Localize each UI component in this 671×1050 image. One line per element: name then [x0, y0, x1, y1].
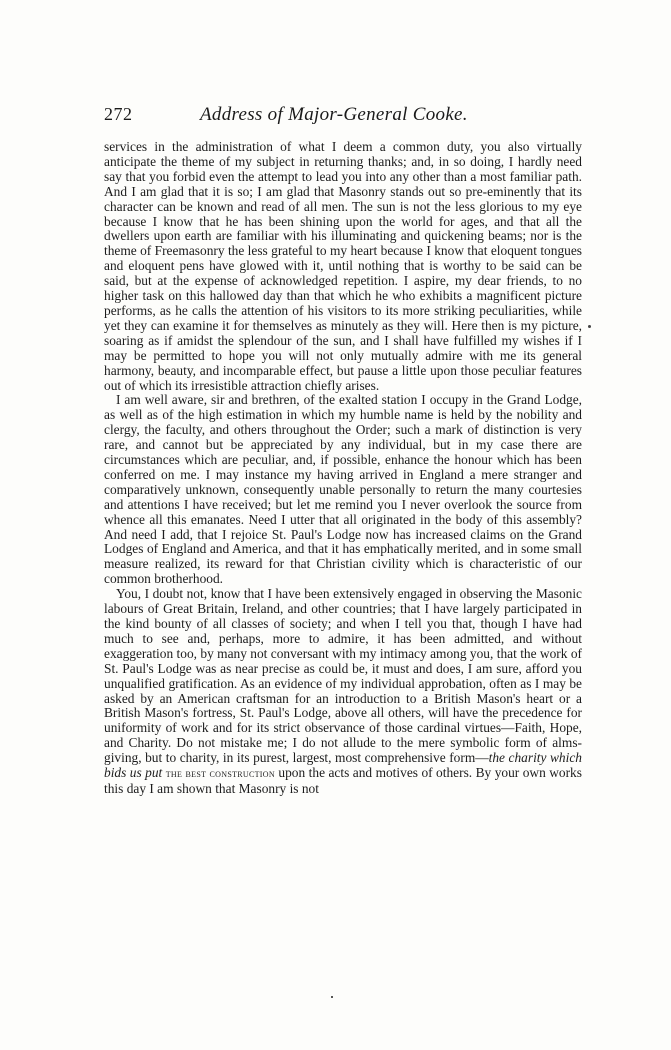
- paragraph-2: I am well aware, sir and brethren, of the exalted station I occupy in the Grand Lodge, as well as of the high estimation in which my humble name is held by the nobility and clergy, the faculty, and others throughout the Order; such a mark of distinction is very rare, and cannot but be appreciated by any individual, but in my case there are circumstances which are peculiar, and, if possible, enhance the honour which has been conferred on me. I may instance my having arrived in England a mere stranger and comparatively unknown, consequently unable personally to return the many courtesies and attentions I have received; but let me remind you I never overlook the source from whence all this emanates. Need I utter that all originated in the body of this assembly? And need I add, that I rejoice St. Paul's Lodge now has increased claims on the Grand Lodges of England and America, and that it has emphatically merited, and in some small measure realized, its reward for that Christian civility which is characteristic of our common brotherhood.: [104, 392, 582, 587]
- paragraph-1: services in the administration of what I deem a common duty, you also virtually anticipate the theme of my subject in returning thanks; and, in so doing, I hardly need say that you forbid even the attempt to lead you into any other than a most familiar path. And I am glad that it is so; I am glad that Masonry stands out so pre-eminently that its character can be known and read of all men. The sun is not the less glorious to my eye because I know that he has been shining upon the world for ages, and that all the dwellers upon earth are familiar with his illuminating and quickening beams; nor is the theme of Freemasonry the less grateful to my heart because I know that eloquent tongues and eloquent pens have glowed with it, until nothing that is worthy to be said can be said, but at the expense of acknowledged repetition. I aspire, my dear friends, to no higher task on this hallowed day than that which he who exhibits a magnificent picture performs, as he calls the attention of his visitors to its more striking peculiarities, while yet they can examine it for themselves as minutely as they will. Here then is my picture, soaring as if amidst the splendour of the sun, and I shall have fulfilled my wishes if I may be permitted to hope you will not only mutually admire with me its general harmony, beauty, and incomparable effect, but pause a little upon those peculiar features out of which its irresistible attraction chiefly arises.: [104, 139, 582, 393]
- paragraph-3-text-end: upon the acts and motives of others. By your own works this day I am shown that Masonry is not: [104, 765, 582, 796]
- paragraph-3-italic-phrase: the charity which bids us put: [104, 750, 582, 781]
- page-number: 272: [104, 104, 133, 124]
- paragraph-3-text: You, I doubt not, know that I have been extensively engaged in observing the Masonic labours of Great Britain, Ireland, and other countries; that I have largely participated in the kind bounty of all classes of society; and when I tell you that, though I have had much to see and, perhaps, more to admire, it has been admitted, and without exaggeration too, by many not conversant with my intimacy among you, that the work of St. Paul's Lodge was as near precise as could be, it must and does, I am sure, afford you unqualified gratification. As an evidence of my individual approbation, often as I may be asked by an American craftsman for an introduction to a British Mason's heart or a British Mason's fortress, St. Paul's Lodge, above all others, will have the precedence for uniformity of work and for its strict observance of those cardinal virtues—Faith, Hope, and Charity. Do not mistake me; I do not allude to the mere symbolic form of alms-giving, but to charity, in its purest, largest, most comprehensive form—: [104, 586, 582, 766]
- running-head: Address of Major-General Cooke.: [200, 104, 468, 125]
- paragraph-3-small-caps-phrase: the best construction: [165, 768, 275, 781]
- paragraph-3: [104, 587, 582, 797]
- bottom-ink-mark: [331, 996, 333, 998]
- page-header: [104, 104, 582, 130]
- body-text: [104, 140, 582, 797]
- margin-ink-dot: [588, 325, 591, 328]
